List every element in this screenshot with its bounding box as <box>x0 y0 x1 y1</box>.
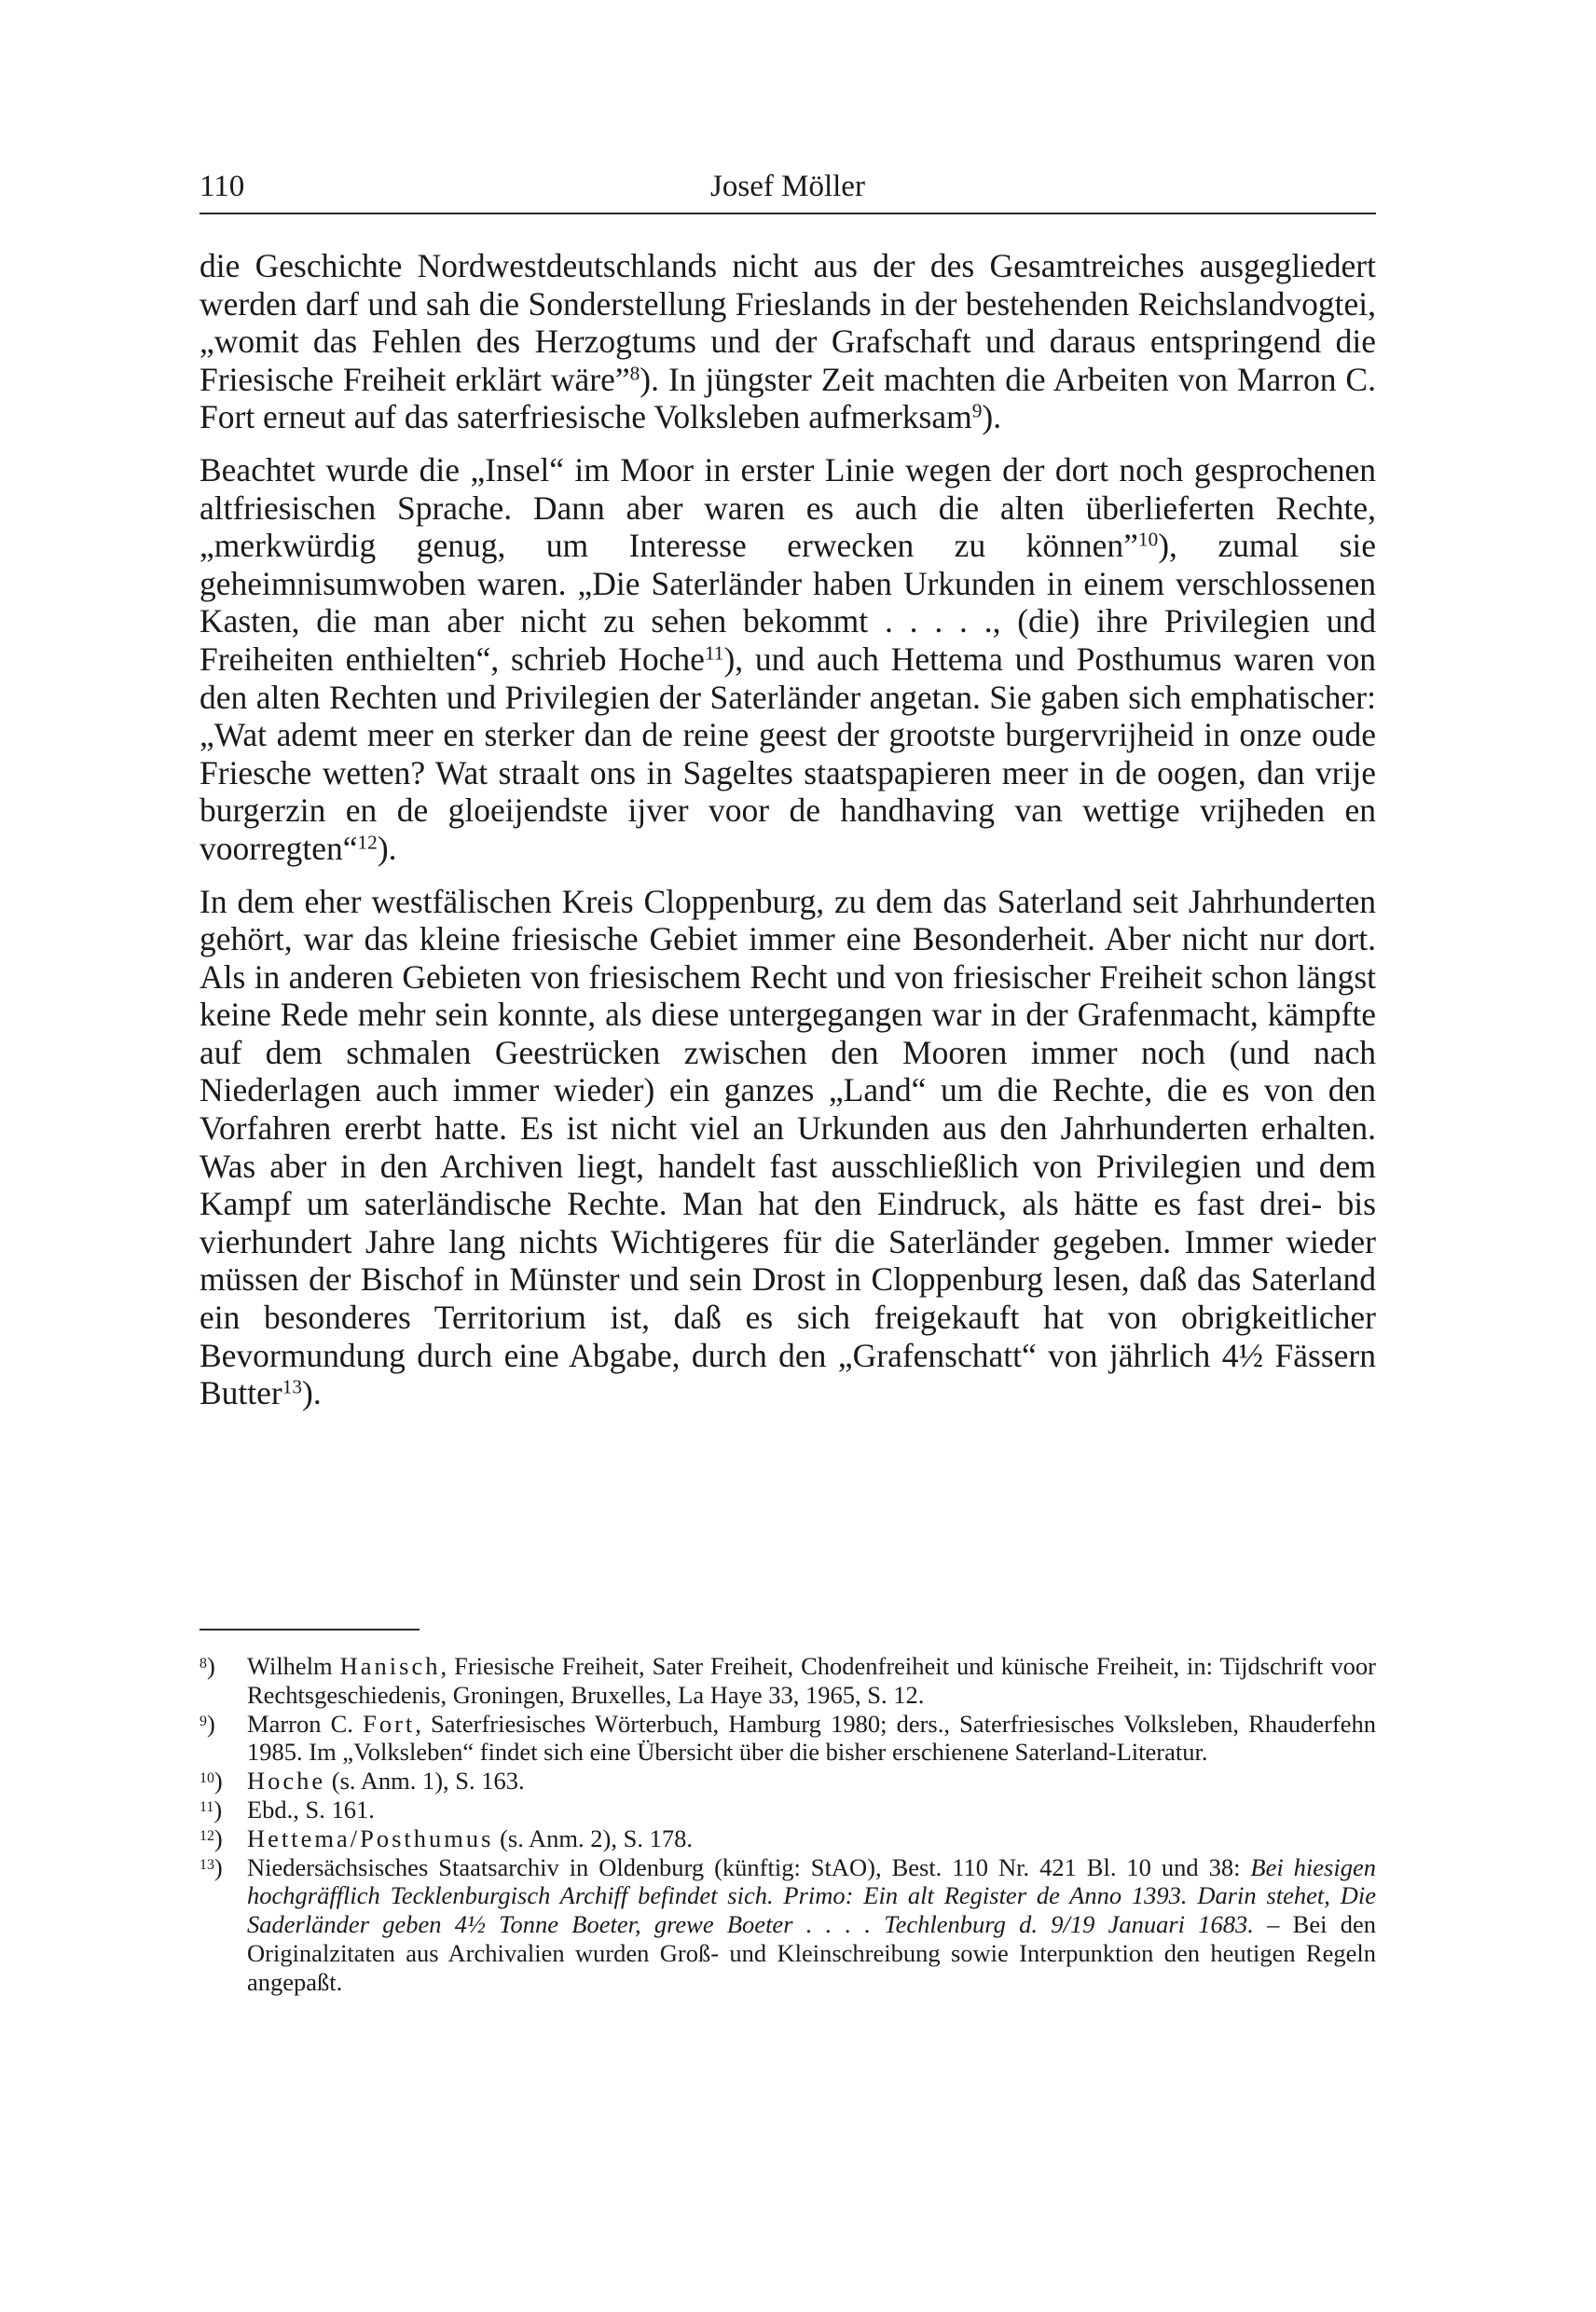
page-header <box>200 166 1376 214</box>
author-name: Hettema/Posthumus <box>247 1823 494 1852</box>
text-run: ), zumal sie geheimnisumwoben waren. „Die Saterländer haben Urkunden in einem verschlossenen Kasten, die man aber nicht zu sehen bekommt . . . . ., (die) ihre Privilegien und Freiheiten enthielten“, schrieb Hoche <box>200 527 1376 678</box>
running-title: Josef Möller <box>710 170 865 203</box>
paragraph <box>200 247 1376 436</box>
footnote: $^{13}$) Niedersächsisches Staatsarchiv in Oldenburg (künftig: StAO), Best. 110 Nr. 421 Bl. 10 und 38: Bei hiesigen hochgräfflich Tecklenburgisch Archiff befindet sich. Primo: Ein alt Register de Anno 1393. Darin stehet, Die Saderländer geben 4½ Tonne Boeter, grewe Boeter . . . . Techlenburg d. 9/19 Januari 1683. – Bei den Originalzitaten aus Archivalien wurden Groß- und Kleinschreibung sowie Interpunktion den heutigen Regeln angepaßt. <box>200 1852 1376 1996</box>
text-run: Beachtet wurde die „Insel“ im Moor in erster Linie wegen der dort noch gesprochenen altfriesischen Sprache. Dann aber waren es auch die alten überlieferten Rechte, „merkwürdig genug, um Interesse erwecken zu können” <box>200 450 1376 565</box>
footnote-mark: $^{11}$) <box>200 1795 223 1823</box>
footnote-ref[interactable]: 8 <box>629 362 640 385</box>
footnote-ref[interactable]: 9 <box>971 399 983 422</box>
main-text <box>200 247 1376 1427</box>
footnote-mark: $^{10}$) <box>200 1767 223 1796</box>
author-name: Fort <box>363 1709 416 1738</box>
footnote-mark: $^{12}$) <box>200 1823 223 1852</box>
footnote-mark: $^{13}$) <box>200 1852 223 1881</box>
author-name: Hoche <box>247 1767 326 1796</box>
footnote-ref[interactable]: 10 <box>1137 528 1159 551</box>
footnote-ref[interactable]: 13 <box>282 1375 303 1398</box>
footnote-divider <box>200 1629 420 1631</box>
footnote: $^{10}$) Hoche (s. Anm. 1), S. 163. <box>200 1767 525 1796</box>
footnote: $^9$) Marron C. Fort, Saterfriesisches Wörterbuch, Hamburg 1980; ders., Saterfriesisches Volksleben, Rhauderfehn 1985. Im „Volksleben“ findet sich eine Übersicht über die bisher erschienene Saterland-Literatur. <box>200 1709 1377 1767</box>
paragraph <box>200 883 1376 1412</box>
footnote-ref[interactable]: 12 <box>357 831 378 854</box>
footnote-mark: $^9$) <box>200 1709 215 1738</box>
archival-quote: Bei hiesigen hochgräfflich Tecklenburgisch Archiff befindet sich. Primo: Ein alt Register de Anno 1393. Darin stehet, Die Saderländer geben 4½ Tonne Boeter, grewe Boeter . . . . Techlenburg d. 9/19 Januari 1683. <box>247 1852 1376 1939</box>
text-run: ). <box>302 1374 322 1412</box>
text-run: die Geschichte Nordwestdeutschlands nicht aus der des Gesamtreiches ausgegliedert werden darf und sah die Sonderstellung Frieslands in der bestehenden Reichslandvogtei, „womit das Fehlen des Herzogtums und der Grafschaft und daraus entspringend die Friesische Freiheit erklärt wäre” <box>200 247 1376 398</box>
text-run: ). In jüngster Zeit machten die Arbeiten von Marron C. Fort erneut auf das saterfriesische Volksleben aufmerksam <box>200 360 1376 436</box>
text-run: In dem eher westfälischen Kreis Cloppenburg, zu dem das Saterland seit Jahrhunderten gehört, war das kleine friesische Gebiet immer eine Besonderheit. Aber nicht nur dort. Als in anderen Gebieten von friesischem Recht und von friesischer Freiheit schon längst keine Rede mehr sein konnte, als diese untergegangen war in der Grafenmacht, kämpfte auf dem schmalen Geestrücken zwischen den Mooren immer noch (und nach Niederlagen auch immer wieder) ein ganzes „Land“ um die Rechte, die es von den Vorfahren ererbt hatte. Es ist nicht viel an Urkunden aus den Jahrhunderten erhalten. Was aber in den Archiven liegt, handelt fast ausschließlich von Privilegien und dem Kampf um saterländische Rechte. Man hat den Eindruck, als hätte es fast drei- bis vierhundert Jahre lang nichts Wichtigeres für die Saterländer gegeben. Immer wieder müssen der Bischof in Münster und sein Drost in Cloppenburg lesen, daß das Saterland ein besonderes Territorium ist, daß es sich freigekauft hat von obrigkeitlicher Bevormundung durch eine Abgabe, durch den „Grafenschatt“ von jährlich 4½ Fässern Butter <box>200 882 1376 1412</box>
text-run: ). <box>377 829 397 867</box>
footnote: $^{11}$) Ebd., S. 161. <box>200 1795 375 1823</box>
footnote: $^{12}$) Hettema/Posthumus (s. Anm. 2), S. 178. <box>200 1823 693 1852</box>
footnote-ref[interactable]: 11 <box>704 641 724 665</box>
author-name: Hanisch <box>339 1652 441 1680</box>
footnotes <box>200 1652 1376 1997</box>
text-run: ). <box>982 398 1002 436</box>
page-number: 110 <box>200 170 245 203</box>
footnote: $^8$) Wilhelm Hanisch, Friesische Freiheit, Sater Freiheit, Chodenfreiheit und künische Freiheit, in: Tijdschrift voor Rechtsgeschiedenis, Groningen, Bruxelles, La Haye 33, 1965, S. 12. <box>200 1652 1376 1709</box>
paragraph <box>200 451 1376 868</box>
footnote-mark: $^8$) <box>200 1652 215 1680</box>
text-run: ), und auch Hettema und Posthumus waren von den alten Rechten und Privilegien der Saterländer angetan. Sie gaben sich emphatischer: „Wat ademt meer en sterker dan de reine geest der grootste burgervrijheid in onze oude Friesche wetten? Wat straalt ons in Sageltes staatspapieren meer in de oogen, dan vrije burgerzin en de gloeijendste ijver voor de handhaving van wettige vrijheden en voorregten“ <box>200 640 1376 867</box>
